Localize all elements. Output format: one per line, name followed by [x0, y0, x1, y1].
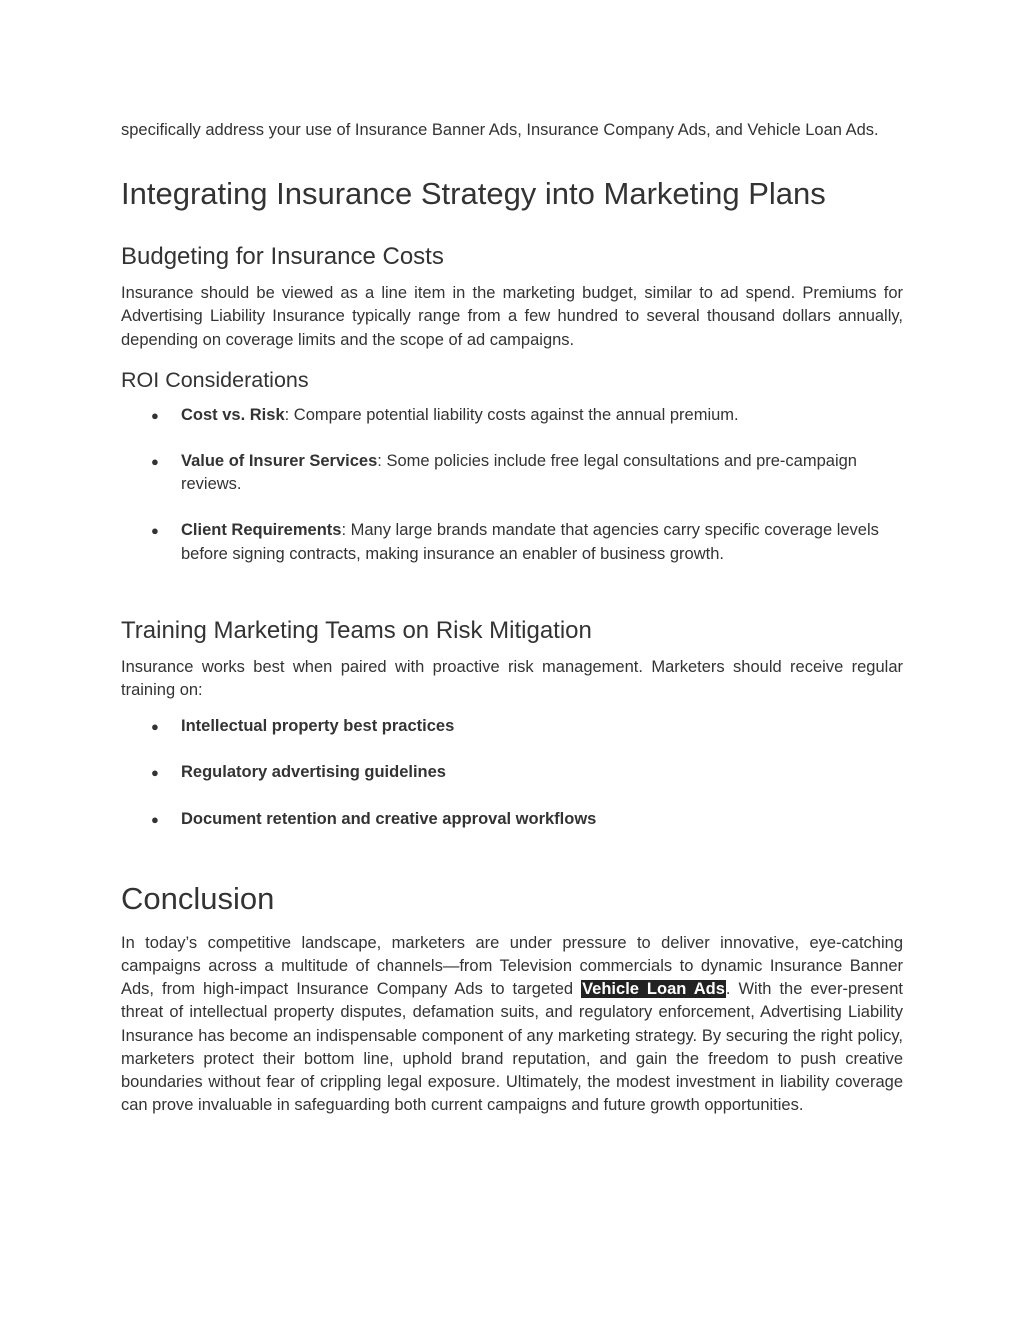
- list-item: [121, 519, 903, 565]
- budgeting-paragraph: Insurance should be viewed as a line item in the marketing budget, similar to ad spend. Premiums for Advertising Liability Insurance typically range from a few hundred to several thousand dollars annually, depending on coverage limits and the scope of ad campaigns.: [121, 284, 903, 349]
- subheading-budgeting: Budgeting for Insurance Costs: [121, 243, 444, 271]
- section-heading-integrating: Integrating Insurance Strategy into Marketing Plans: [121, 176, 826, 212]
- highlighted-phrase: Vehicle Loan Ads: [582, 980, 725, 999]
- bullet-icon: ●: [151, 765, 159, 781]
- training-paragraph: Insurance works best when paired with proactive risk management. Marketers should receive regular training on:: [121, 657, 903, 700]
- roi-item-text: : Some policies include free legal consultations and pre‑campaign reviews.: [181, 452, 857, 494]
- roi-item-term: Cost vs. Risk: [181, 405, 285, 424]
- section-heading-conclusion: Conclusion: [121, 880, 275, 916]
- training-item: Document retention and creative approval workflows: [181, 809, 597, 828]
- list-item: [121, 761, 903, 784]
- bullet-icon: ●: [151, 523, 159, 539]
- intro-paragraph: specifically address your use of Insurance Banner Ads, Insurance Company Ads, and Vehicle Loan Ads.: [121, 121, 879, 139]
- list-item: [121, 404, 903, 427]
- list-item: [121, 808, 903, 831]
- bullet-icon: ●: [151, 719, 159, 735]
- bullet-icon: ●: [151, 811, 159, 827]
- training-list: [121, 715, 903, 831]
- roi-list: [121, 404, 903, 566]
- subheading-training: Training Marketing Teams on Risk Mitigation: [121, 616, 592, 644]
- list-item: [121, 715, 903, 738]
- subheading-roi: ROI Considerations: [121, 367, 309, 392]
- conclusion-text-after: . With the ever‑present threat of intellectual property disputes, defamation suits, and regulatory enforcement, Advertising Liability Insurance has become an indispensable component of any marketing strategy. By securing the right policy, marketers protect their bottom line, uphold brand reputation, and gain the freedom to push creative boundaries without fear of crippling legal exposure. Ultimately, the modest investment in liability coverage can prove invaluable in safeguarding both current campaigns and future growth opportunities.: [121, 980, 903, 1115]
- conclusion-text-before: In today’s competitive landscape, marketers are under pressure to deliver innovative, eye‑catching campaigns across a multitude of channels—from Television commercials to dynamic Insurance Banner Ads, from high‑impact Insurance Company Ads to targeted: [121, 933, 903, 999]
- conclusion-paragraph: [121, 932, 903, 1118]
- document-page: [121, 119, 903, 1117]
- list-item: [121, 450, 903, 496]
- roi-item-text: : Many large brands mandate that agencies carry specific coverage levels before signing contracts, making insurance an enabler of business growth.: [181, 521, 879, 563]
- roi-item-term: Client Requirements: [181, 521, 342, 540]
- training-item: Regulatory advertising guidelines: [181, 763, 446, 782]
- roi-item-term: Value of Insurer Services: [181, 452, 378, 471]
- training-item: Intellectual property best practices: [181, 717, 455, 736]
- bullet-icon: ●: [151, 454, 159, 470]
- roi-item-text: : Compare potential liability costs against the annual premium.: [284, 405, 739, 424]
- bullet-icon: ●: [151, 407, 159, 423]
